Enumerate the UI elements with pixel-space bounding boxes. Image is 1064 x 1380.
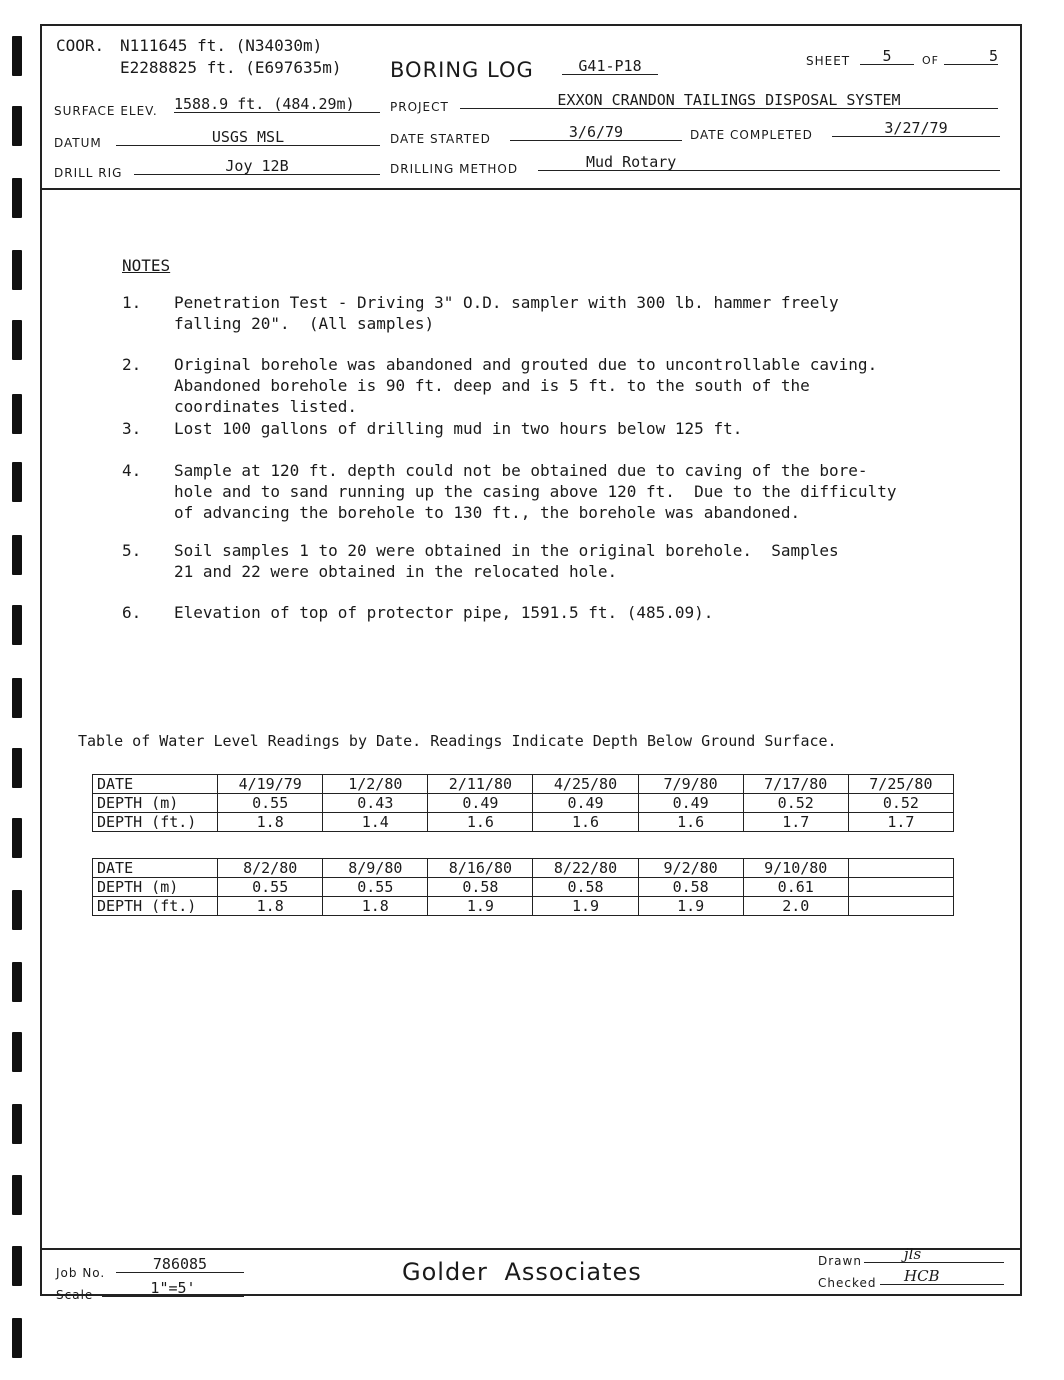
depth-ft-cell: 1.8 (323, 897, 428, 916)
date-cell: 7/25/80 (848, 775, 953, 794)
drawn-label: Drawn (818, 1254, 862, 1268)
depth-ft-cell: 1.7 (743, 813, 848, 832)
job-no-value: 786085 (116, 1256, 244, 1273)
depth-m-cell: 0.55 (218, 878, 323, 897)
coor-east: E2288825 ft. (E697635m) (120, 58, 342, 77)
surface-elev-value: 1588.9 ft. (484.29m) (174, 96, 380, 113)
binding-hole (12, 178, 22, 218)
date-cell: 8/22/80 (533, 859, 638, 878)
page-title: BORING LOG (390, 58, 534, 82)
depth-m-cell: 0.43 (323, 794, 428, 813)
depth-ft-cell: 1.9 (638, 897, 743, 916)
date-cell: 7/9/80 (638, 775, 743, 794)
note-text: Lost 100 gallons of drilling mud in two hours below 125 ft. (174, 419, 743, 438)
note-number: 1. (122, 293, 142, 312)
row-label: DEPTH (m) (93, 878, 218, 897)
binding-hole (12, 36, 22, 76)
binding-hole (12, 535, 22, 575)
depth-ft-cell: 1.8 (218, 813, 323, 832)
date-completed-value: 3/27/79 (832, 120, 1000, 137)
row-label: DEPTH (m) (93, 794, 218, 813)
notes-heading: NOTES (122, 256, 171, 275)
empty-cell (848, 878, 953, 897)
depth-m-cell: 0.58 (533, 878, 638, 897)
depth-m-cell: 0.49 (533, 794, 638, 813)
date-cell: 8/2/80 (218, 859, 323, 878)
row-label: DEPTH (ft.) (93, 897, 218, 916)
date-cell: 4/19/79 (218, 775, 323, 794)
datum-label: DATUM (54, 136, 102, 150)
coor-label: COOR. (56, 36, 105, 55)
date-started-value: 3/6/79 (510, 124, 682, 141)
table-row (93, 897, 954, 916)
row-label: DATE (93, 859, 218, 878)
checked-label: Checked (818, 1276, 877, 1290)
depth-ft-cell: 1.9 (533, 897, 638, 916)
water-level-table-2 (92, 858, 954, 916)
depth-ft-cell: 1.6 (638, 813, 743, 832)
depth-ft-cell: 1.4 (323, 813, 428, 832)
coor-north: N111645 ft. (N34030m) (120, 36, 323, 55)
sheet-of-label: OF (922, 54, 939, 67)
empty-cell (848, 859, 953, 878)
depth-m-cell: 0.61 (743, 878, 848, 897)
date-cell: 8/9/80 (323, 859, 428, 878)
scale-label: Scale (56, 1288, 94, 1302)
row-label: DATE (93, 775, 218, 794)
depth-ft-cell: 1.9 (428, 897, 533, 916)
note-number: 3. (122, 419, 142, 438)
empty-cell (848, 897, 953, 916)
date-cell: 2/11/80 (428, 775, 533, 794)
date-cell: 9/10/80 (743, 859, 848, 878)
binding-hole (12, 462, 22, 502)
boring-id: G41-P18 (562, 58, 658, 75)
note-text: Soil samples 1 to 20 were obtained in the original borehole. Samples 21 and 22 were obtained in the relocated hole. (174, 541, 839, 581)
project-value: EXXON CRANDON TAILINGS DISPOSAL SYSTEM (460, 92, 998, 109)
binding-hole (12, 394, 22, 434)
binding-hole (12, 250, 22, 290)
binding-hole (12, 748, 22, 788)
date-completed-label: DATE COMPLETED (690, 128, 813, 142)
binding-hole (12, 1246, 22, 1286)
note-text: Sample at 120 ft. depth could not be obtained due to caving of the bore- hole and to sand running up the casing above 120 ft. Due to the difficulty of advancing the borehole to 130 ft., the borehole was abandoned. (174, 461, 897, 522)
binding-hole (12, 605, 22, 645)
table-row (93, 794, 954, 813)
drawn-initials: jls (864, 1246, 1004, 1263)
table-row (93, 878, 954, 897)
binding-hole (12, 890, 22, 930)
note-number: 2. (122, 355, 142, 374)
date-cell: 4/25/80 (533, 775, 638, 794)
note-number: 4. (122, 461, 142, 480)
surface-elev-label: SURFACE ELEV. (54, 104, 158, 118)
depth-m-cell: 0.58 (638, 878, 743, 897)
checked-initials: HCB (880, 1268, 1004, 1285)
depth-ft-cell: 2.0 (743, 897, 848, 916)
note-text: Elevation of top of protector pipe, 1591.5 ft. (485.09). (174, 603, 714, 622)
depth-m-cell: 0.55 (218, 794, 323, 813)
water-table-caption: Table of Water Level Readings by Date. Readings Indicate Depth Below Ground Surface. (78, 732, 837, 750)
drilling-method-value: Mud Rotary (538, 154, 1000, 171)
drilling-method-label: DRILLING METHOD (390, 162, 519, 176)
sheet-total: 5 (944, 48, 998, 65)
job-no-label: Job No. (56, 1266, 106, 1280)
depth-m-cell: 0.52 (743, 794, 848, 813)
sheet-label: SHEET (806, 54, 851, 68)
depth-m-cell: 0.58 (428, 878, 533, 897)
header-divider (40, 188, 1022, 190)
table-row (93, 813, 954, 832)
note-number: 5. (122, 541, 142, 560)
table-row (93, 859, 954, 878)
note-text: Penetration Test - Driving 3" O.D. sampler with 300 lb. hammer freely falling 20". (All samples) (174, 293, 839, 333)
company-name: Golder Associates (402, 1258, 642, 1286)
water-level-table-1 (92, 774, 954, 832)
table-row (93, 775, 954, 794)
page-frame (40, 24, 1022, 1296)
drill-rig-value: Joy 12B (134, 158, 380, 175)
binding-hole (12, 818, 22, 858)
binding-hole (12, 678, 22, 718)
date-started-label: DATE STARTED (390, 132, 491, 146)
binding-hole (12, 320, 22, 360)
depth-m-cell: 0.49 (428, 794, 533, 813)
project-label: PROJECT (390, 100, 449, 114)
sheet-number: 5 (860, 48, 914, 65)
depth-ft-cell: 1.6 (428, 813, 533, 832)
datum-value: USGS MSL (116, 129, 380, 146)
note-text: Original borehole was abandoned and grouted due to uncontrollable caving. Abandoned borehole is 90 ft. deep and is 5 ft. to the south of the coordinates listed. (174, 355, 878, 416)
binding-hole (12, 1104, 22, 1144)
scale-value: 1"=5' (102, 1280, 244, 1297)
date-cell: 1/2/80 (323, 775, 428, 794)
date-cell: 8/16/80 (428, 859, 533, 878)
binding-hole (12, 106, 22, 146)
binding-hole (12, 962, 22, 1002)
binding-hole (12, 1175, 22, 1215)
binding-hole (12, 1318, 22, 1358)
depth-m-cell: 0.52 (848, 794, 953, 813)
depth-m-cell: 0.49 (638, 794, 743, 813)
date-cell: 7/17/80 (743, 775, 848, 794)
binding-hole (12, 1032, 22, 1072)
depth-ft-cell: 1.8 (218, 897, 323, 916)
depth-ft-cell: 1.7 (848, 813, 953, 832)
depth-ft-cell: 1.6 (533, 813, 638, 832)
depth-m-cell: 0.55 (323, 878, 428, 897)
drill-rig-label: DRILL RIG (54, 166, 123, 180)
row-label: DEPTH (ft.) (93, 813, 218, 832)
note-number: 6. (122, 603, 142, 622)
date-cell: 9/2/80 (638, 859, 743, 878)
